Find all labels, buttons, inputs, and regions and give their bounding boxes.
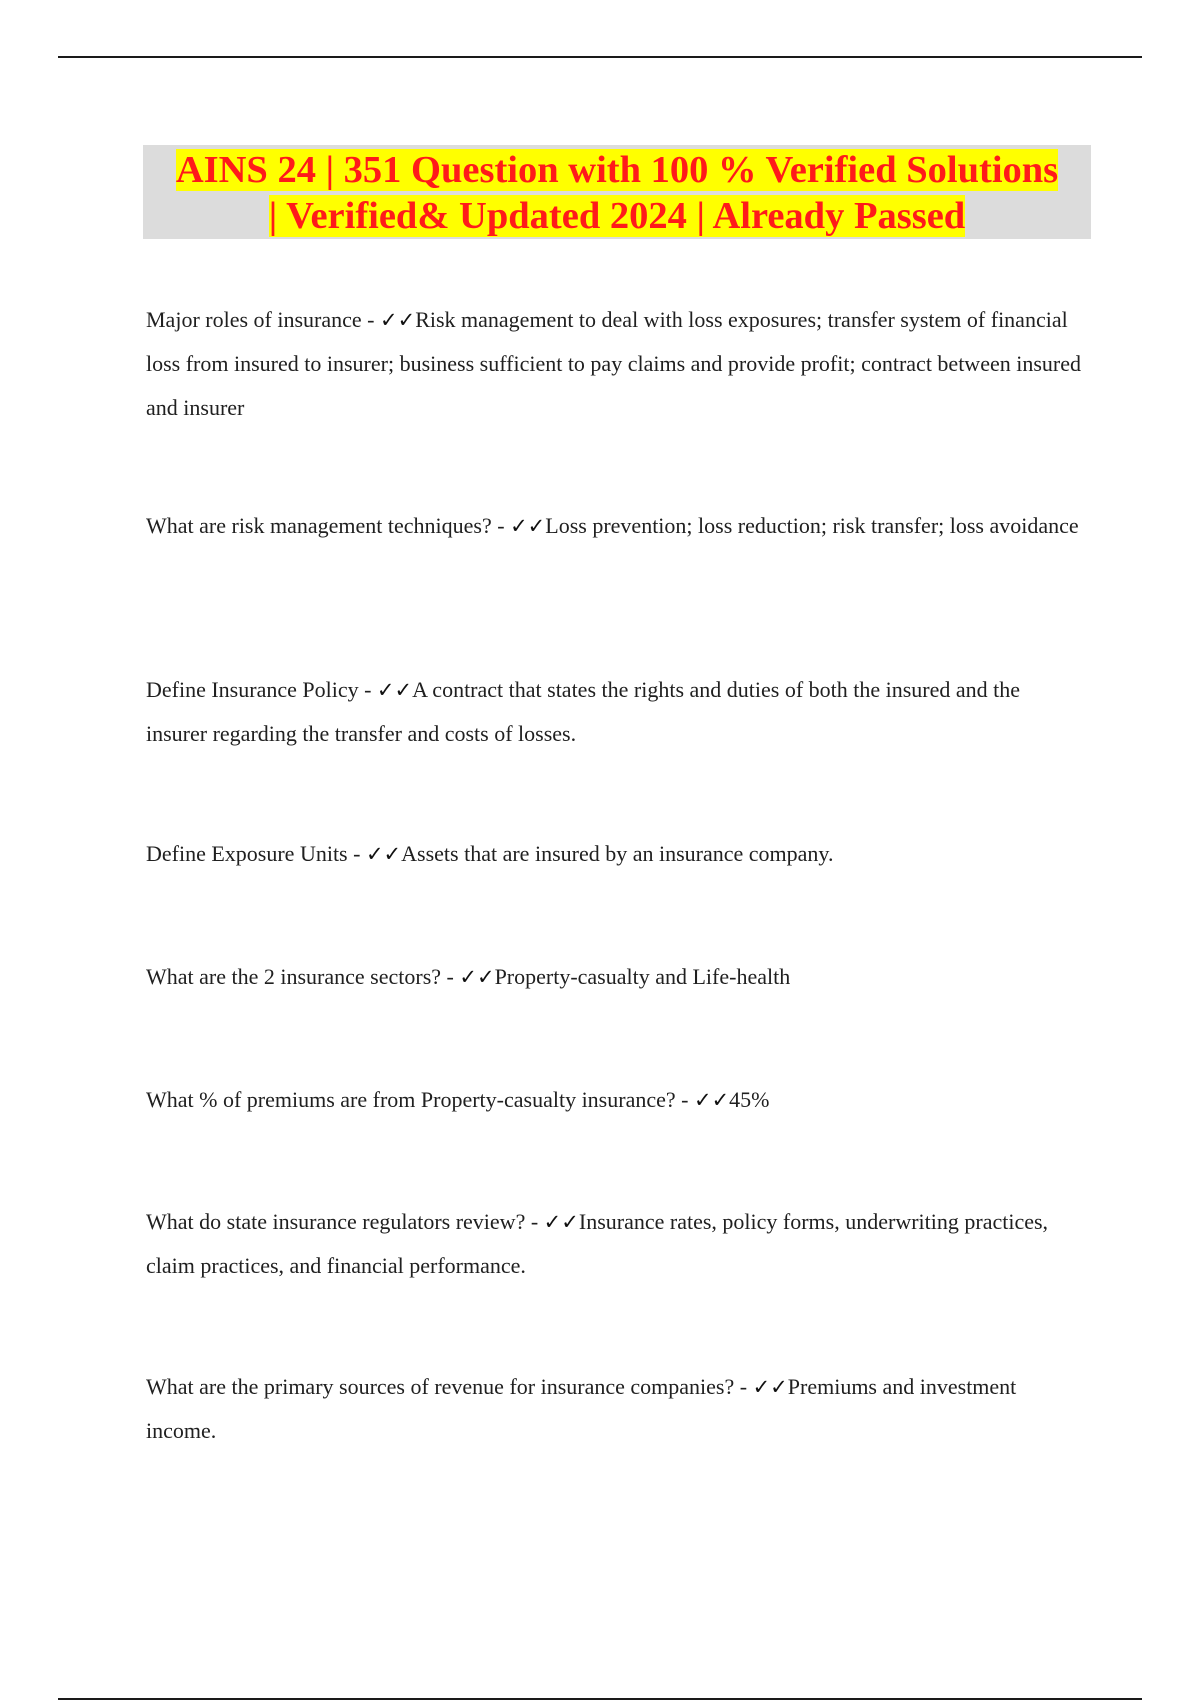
question-text: What are the primary sources of revenue for insurance companies?: [146, 1374, 735, 1399]
double-check-icon: ✓✓: [365, 842, 402, 866]
qa-item: [146, 1365, 1086, 1453]
double-check-icon: ✓✓: [459, 965, 495, 989]
answer-text: Insurance rates, policy forms, underwriting practices, claim practices, and financial performance.: [146, 1209, 1049, 1278]
document-title-line-2: [143, 193, 1091, 239]
question-text: Define Exposure Units: [146, 841, 348, 866]
answer-text: Property-casualty and Life-health: [494, 964, 791, 989]
separator: -: [525, 1209, 544, 1234]
question-text: Define Insurance Policy: [146, 677, 359, 702]
answer-text: 45%: [729, 1087, 770, 1112]
separator: -: [675, 1087, 694, 1112]
double-check-icon: ✓✓: [543, 1210, 579, 1234]
qa-item: [146, 1078, 770, 1122]
question-text: What do state insurance regulators review?: [146, 1209, 526, 1234]
qa-item: [146, 668, 1086, 756]
qa-item: [146, 298, 1086, 430]
qa-item: [146, 1200, 1086, 1288]
question-text: What % of premiums are from Property-casualty insurance?: [146, 1087, 676, 1112]
separator: -: [361, 307, 380, 332]
title-line-1-text: AINS 24 | 351 Question with 100 % Verified Solutions: [175, 149, 1059, 191]
qa-item: [146, 832, 834, 876]
double-check-icon: ✓✓: [752, 1375, 788, 1399]
document-title-box: [143, 145, 1091, 239]
answer-text: Premiums and investment income.: [146, 1374, 1017, 1443]
double-check-icon: ✓✓: [693, 1088, 730, 1112]
title-line-2-text: | Verified& Updated 2024 | Already Passed: [268, 195, 966, 237]
separator: -: [491, 513, 511, 538]
separator: -: [347, 841, 366, 866]
header-rule: [58, 56, 1142, 58]
answer-text: Loss prevention; loss reduction; risk transfer; loss avoidance: [545, 513, 1079, 538]
qa-item: [146, 955, 790, 999]
qa-item: [146, 504, 1079, 548]
question-text: What are the 2 insurance sectors?: [146, 964, 442, 989]
question-text: Major roles of insurance: [146, 307, 362, 332]
double-check-icon: ✓✓: [379, 308, 416, 332]
separator: -: [734, 1374, 753, 1399]
document-title-line-1: [143, 147, 1091, 193]
question-text: What are risk management techniques?: [146, 513, 492, 538]
double-check-icon: ✓✓: [510, 514, 546, 538]
separator: -: [441, 964, 460, 989]
answer-text: Risk management to deal with loss exposures; transfer system of financial loss from insured to insurer; business sufficient to pay claims and provide profit; contract between insured and insurer: [146, 307, 1081, 420]
separator: -: [358, 677, 377, 702]
double-check-icon: ✓✓: [376, 678, 413, 702]
answer-text: Assets that are insured by an insurance company.: [401, 841, 834, 866]
answer-text: A contract that states the rights and duties of both the insured and the insurer regarding the transfer and costs of losses.: [146, 677, 1021, 746]
